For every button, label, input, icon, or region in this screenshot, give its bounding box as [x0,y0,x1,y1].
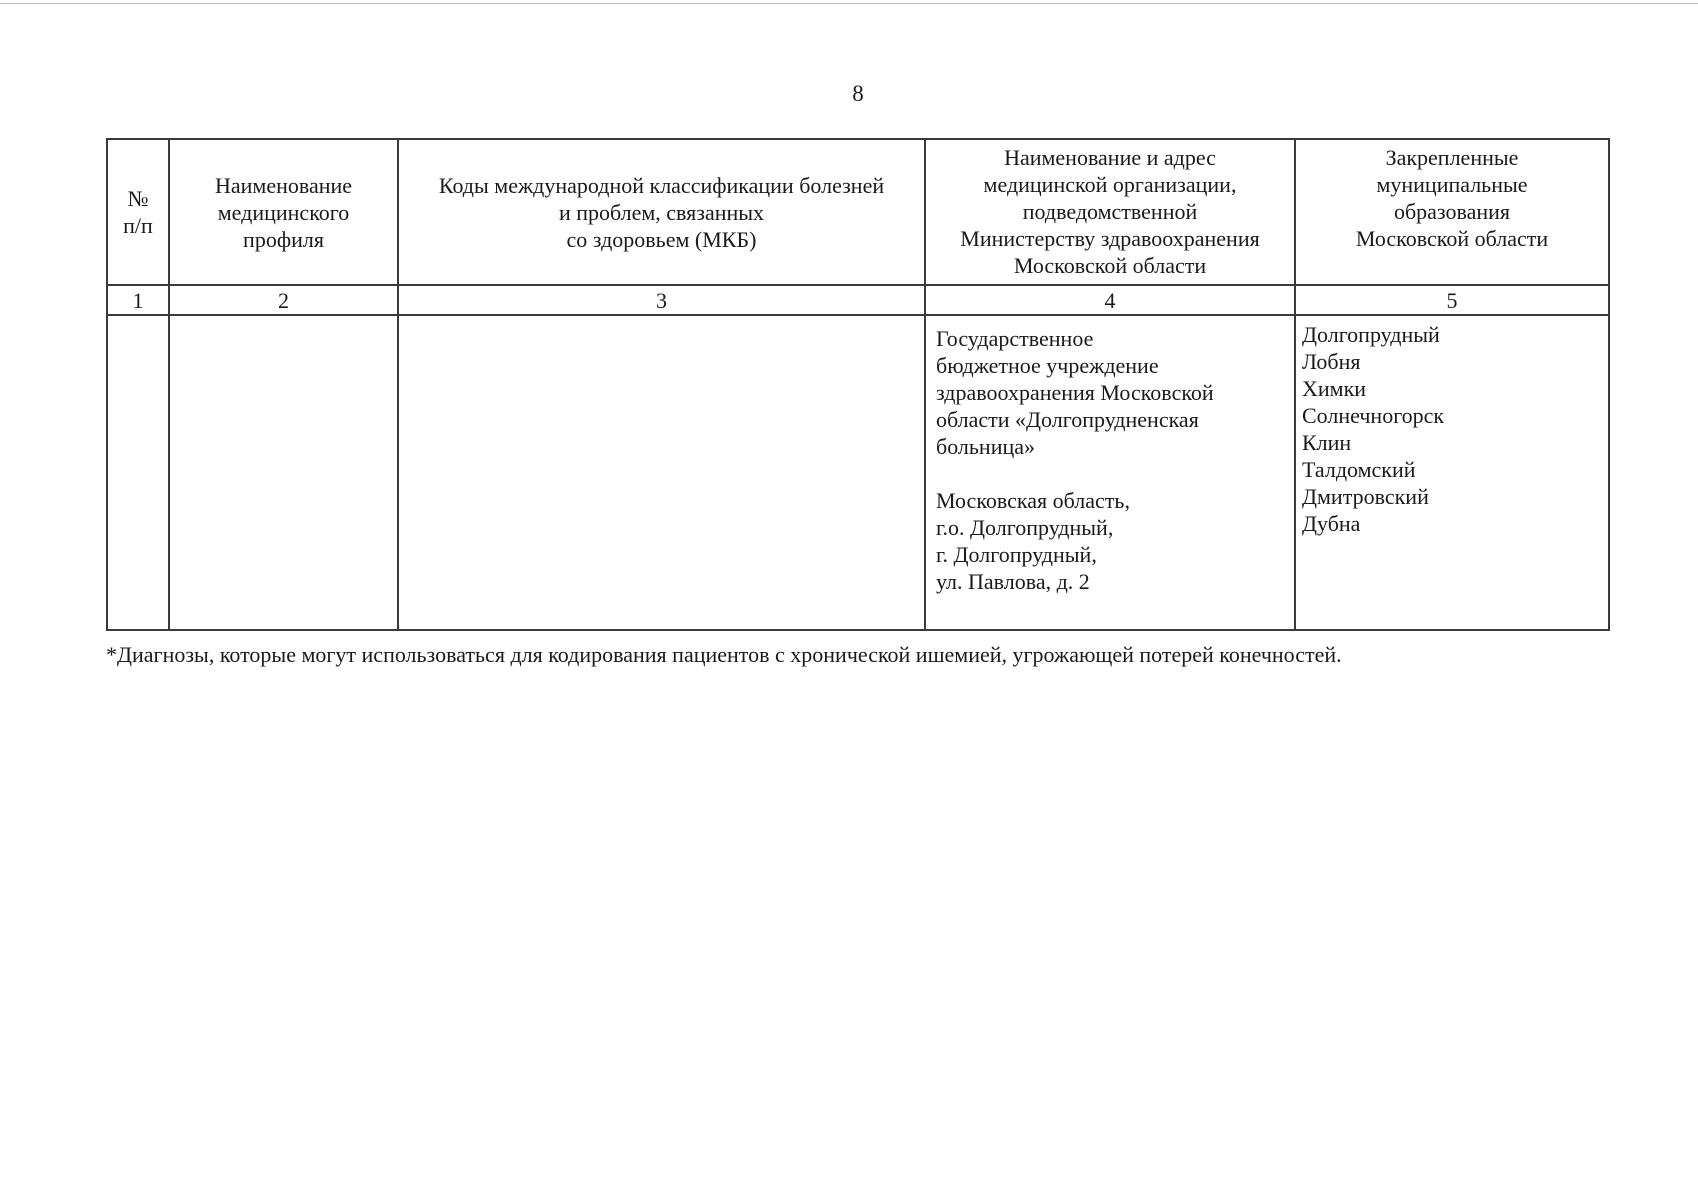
header-organization: Наименование и адрес медицинской организации, подведомственной Министерству здравоохранения Московской области [925,139,1295,285]
row-number-cell [107,315,169,630]
organization-name-line: области «Долгопрудненская [936,407,1199,432]
column-number: 1 [107,285,169,315]
footnote: *Диагнозы, которые могут использоваться для кодирования пациентов с хронической ишемией, угрожающей потерей конечностей. [106,642,1342,667]
organization-name-line: Государственное [936,326,1094,351]
header-medical-profile: Наименование медицинского профиля [169,139,398,285]
organization-address-line: г.о. Долгопрудный, [936,515,1114,540]
municipality-item: Лобня [1302,349,1361,374]
table-header-row [107,139,1609,285]
organization-name-line: бюджетное учреждение [936,353,1159,378]
municipality-item: Долгопрудный [1302,322,1440,347]
medical-organizations-table [106,138,1610,631]
organization-address-line: ул. Павлова, д. 2 [936,569,1090,594]
header-number: № п/п [107,139,169,285]
column-number: 3 [398,285,925,315]
paragraph-gap [936,460,1284,487]
row-codes-cell [398,315,925,630]
table-row [107,315,1609,630]
municipality-item: Химки [1302,376,1367,401]
page-number: 8 [852,81,864,106]
page-top-edge [0,3,1698,4]
row-municipalities-cell [1295,315,1609,630]
column-number: 2 [169,285,398,315]
column-number-row [107,285,1609,315]
municipality-item: Дубна [1302,511,1361,536]
organization-name-line: больница» [936,434,1035,459]
organization-name-line: здравоохранения Московской [936,380,1214,405]
municipality-item: Солнечногорск [1302,403,1445,428]
row-profile-cell [169,315,398,630]
municipality-item: Талдомский [1302,457,1416,482]
municipality-item: Клин [1302,430,1352,455]
organization-address-line: г. Долгопрудный, [936,542,1097,567]
column-number: 4 [925,285,1295,315]
column-number: 5 [1295,285,1609,315]
header-icd-codes: Коды международной классификации болезней и проблем, связанных со здоровьем (МКБ) [398,139,925,285]
municipality-item: Дмитровский [1302,484,1429,509]
row-organization-cell [925,315,1295,630]
organization-address-line: Московская область, [936,488,1130,513]
header-municipalities: Закрепленные муниципальные образования Московской области [1295,139,1609,285]
